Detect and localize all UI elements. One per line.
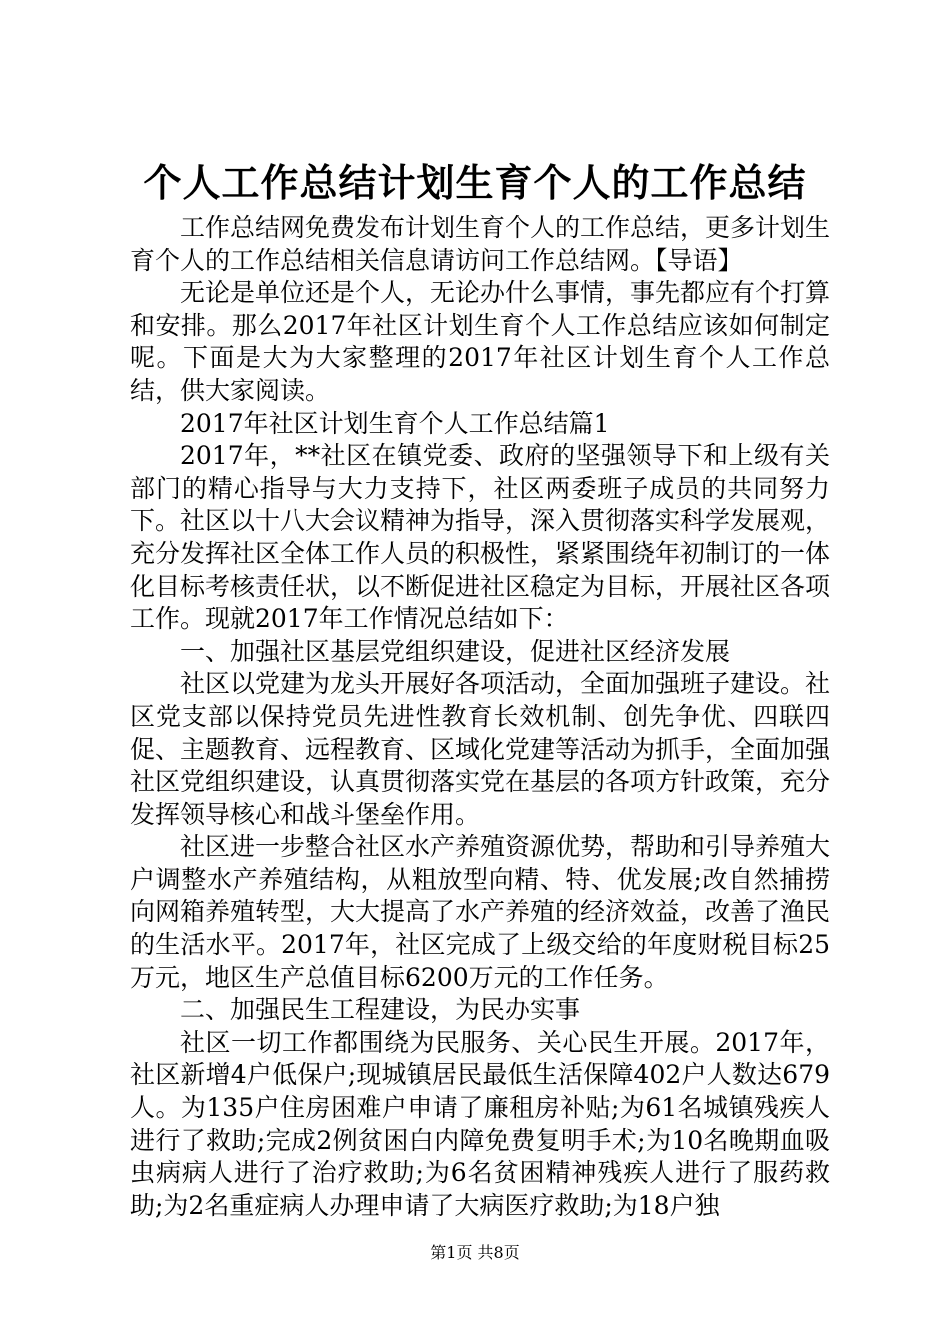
paragraph: 社区一切工作都围绕为民服务、关心民生开展。2017年，社区新增4户低保户;现城镇居民最低生活保障402户人数达679人。为135户住房困难户申请了廉租房补贴;为61名城镇残疾人进行了救助;完成2例贫困白内障免费复明手术;为10名晚期血吸虫病病人进行了治疗救助;为6名贫困精神残疾人进行了服药救助;为2名重症病人办理申请了大病医疗救助;为18户独 xyxy=(130,1027,830,1220)
paragraph: 社区进一步整合社区水产养殖资源优势，帮助和引导养殖大户调整水产养殖结构，从粗放型向精、特、优发展;改自然捕捞向网箱养殖转型，大大提高了水产养殖的经济效益，改善了渔民的生活水平。2017年，社区完成了上级交给的年度财税目标25万元，地区生产总值目标6200万元的工作任务。 xyxy=(130,832,831,992)
section-heading: 二、加强民生工程建设，为民办实事 xyxy=(180,995,581,1025)
paragraph: 社区以党建为龙头开展好各项活动，全面加强班子建设。社区党支部以保持党员先进性教育长效机制、创先争优、四联四促、主题教育、远程教育、区域化党建等活动为抓手，全面加强社区党组织建设，认真贯彻落实党在基层的各项方针政策，充分发挥领导核心和战斗堡垒作用。 xyxy=(130,669,831,829)
section-heading: 一、加强社区基层党组织建设，促进社区经济发展 xyxy=(180,636,731,666)
paragraph: 2017年，**社区在镇党委、政府的坚强领导下和上级有关部门的精心指导与大力支持下，社区两委班子成员的共同努力下。社区以十八大会议精神为指导，深入贯彻落实科学发展观，充分发挥社区全体工作人员的积极性，紧紧围绕年初制订的一体化目标考核责任状，以不断促进社区稳定为目标，开展社区各项工作。现就2017年工作情况总结如下： xyxy=(130,441,831,634)
paragraph: 工作总结网免费发布计划生育个人的工作总结，更多计划生育个人的工作总结相关信息请访问工作总结网。【导语】 xyxy=(130,213,831,275)
paragraph: 无论是单位还是个人，无论办什么事情，事先都应有个打算和安排。那么2017年社区计划生育个人工作总结应该如何制定呢。下面是大为大家整理的2017年社区计划生育个人工作总结，供大家阅读。 xyxy=(130,278,831,405)
document-title: 个人工作总结计划生育个人的工作总结 xyxy=(143,160,807,205)
document-body xyxy=(130,212,830,1222)
page-indicator: 第1页 共8页 xyxy=(430,1243,520,1262)
section-heading: 2017年社区计划生育个人工作总结篇1 xyxy=(180,408,610,438)
